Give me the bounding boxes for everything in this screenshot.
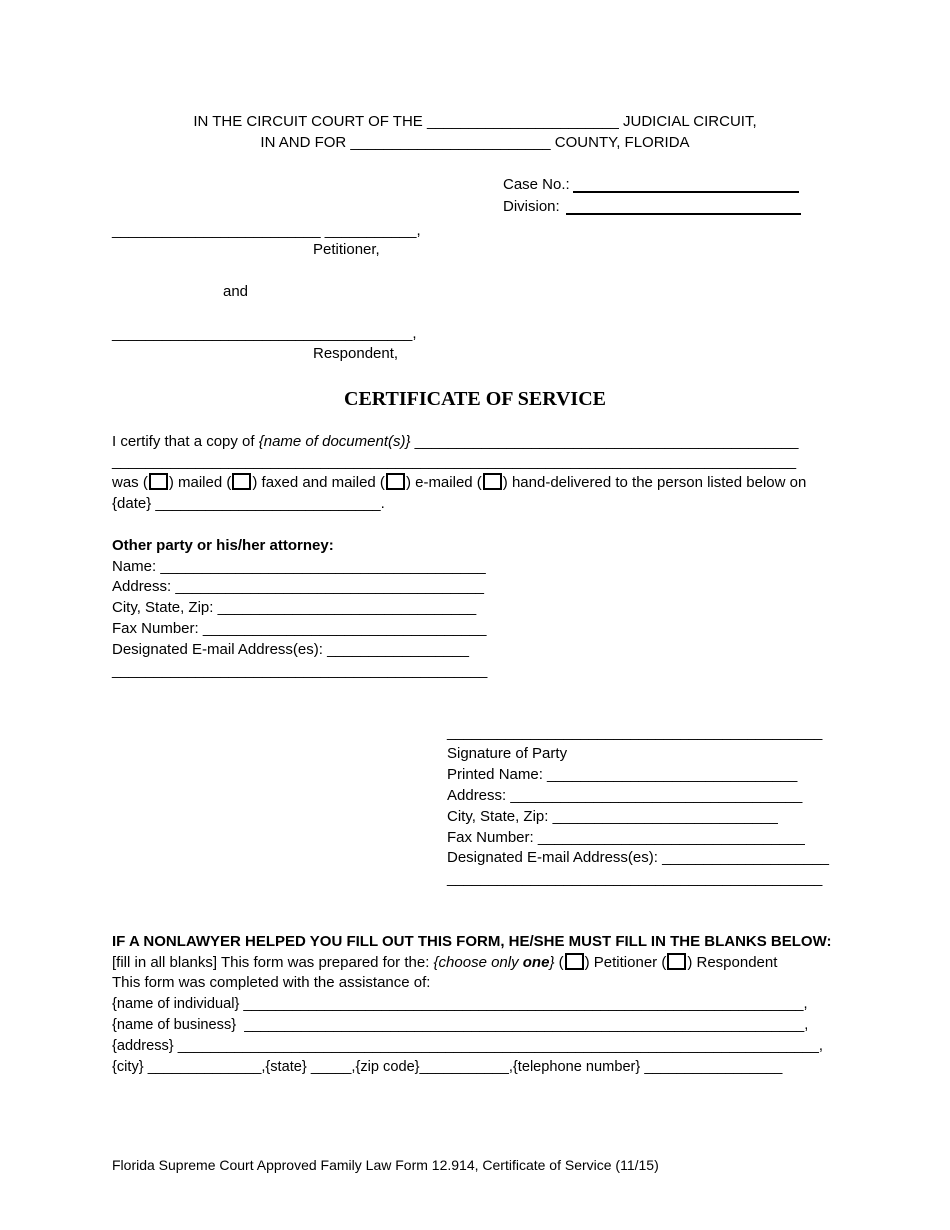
was-label: was (	[112, 474, 148, 491]
petitioner-label: Petitioner,	[313, 241, 380, 258]
certify-line	[112, 432, 798, 452]
assist-line: This form was completed with the assistance of:	[112, 974, 431, 991]
hand-delivered-checkbox[interactable]	[483, 473, 502, 490]
signer-address-field[interactable]: Address: ___________________________________	[447, 787, 803, 804]
petitioner-field[interactable]: _________________________ ___________,	[112, 222, 421, 239]
other-party-email-field[interactable]: Designated E-mail Address(es): _________________	[112, 641, 469, 658]
faxed-mailed-checkbox[interactable]	[232, 473, 251, 490]
date-field[interactable]: {date} ___________________________.	[112, 495, 385, 512]
document-name-field[interactable]: ______________________________________________	[410, 433, 799, 450]
other-party-extra-field[interactable]: _____________________________________________	[112, 662, 488, 679]
signer-email-field[interactable]: Designated E-mail Address(es): ____________________	[447, 849, 829, 866]
nonlawyer-individual-field[interactable]: {name of individual} _____________________________________________________________________,	[112, 996, 808, 1012]
nonlawyer-city-field[interactable]: {city} ______________,{state} _____,{zip code}___________,{telephone number} _________________	[112, 1059, 783, 1075]
emailed-checkbox[interactable]	[386, 473, 405, 490]
and-label: and	[223, 283, 249, 300]
mailed-label: ) mailed (	[168, 474, 232, 491]
prepared-respondent-label: ) Respondent	[687, 954, 778, 971]
prepared-petitioner-label: ) Petitioner (	[584, 954, 667, 971]
prepared-respondent-checkbox[interactable]	[667, 953, 686, 970]
court-line-2: IN AND FOR ________________________ COUNTY, FLORIDA	[260, 134, 690, 151]
document-title: CERTIFICATE OF SERVICE	[344, 388, 606, 410]
nonlawyer-heading: IF A NONLAWYER HELPED YOU FILL OUT THIS FORM, HE/SHE MUST FILL IN THE BLANKS BELOW:	[112, 933, 832, 950]
document-name-placeholder: {name of document(s)}	[258, 433, 411, 450]
other-party-fax-field[interactable]: Fax Number: __________________________________	[112, 620, 487, 637]
case-no-label: Case No.:	[503, 176, 570, 193]
division-label: Division:	[503, 198, 560, 215]
signer-extra-field[interactable]: _____________________________________________	[447, 870, 823, 887]
prepared-for-line	[112, 953, 777, 973]
open-paren: (	[554, 954, 564, 971]
signer-fax-field[interactable]: Fax Number: ________________________________	[447, 829, 805, 846]
delivery-method-line	[112, 473, 806, 493]
other-party-heading: Other party or his/her attorney:	[112, 537, 334, 554]
faxed-label: ) faxed and mailed (	[252, 474, 385, 491]
choose-one-text: one	[522, 954, 550, 971]
division-field[interactable]	[566, 213, 801, 215]
other-party-name-field[interactable]: Name: _______________________________________	[112, 558, 486, 575]
choose-end-text: }	[549, 954, 555, 971]
prepared-prefix: [fill in all blanks] This form was prepared for the:	[112, 954, 434, 971]
nonlawyer-business-field[interactable]: {name of business} _____________________________________________________________________,	[112, 1017, 809, 1033]
prepared-petitioner-checkbox[interactable]	[565, 953, 584, 970]
emailed-label: ) e-mailed (	[405, 474, 482, 491]
court-line-1: IN THE CIRCUIT COURT OF THE _______________________ JUDICIAL CIRCUIT,	[193, 113, 757, 130]
certify-prefix: I certify that a copy of	[112, 433, 259, 450]
hand-delivered-label: ) hand-delivered to the person listed below on	[502, 474, 807, 491]
signature-field[interactable]: _____________________________________________	[447, 724, 823, 741]
printed-name-field[interactable]: Printed Name: ______________________________	[447, 766, 798, 783]
other-party-address-field[interactable]: Address: _____________________________________	[112, 578, 485, 595]
form-footer: Florida Supreme Court Approved Family Law Form 12.914, Certificate of Service (11/15)	[112, 1157, 659, 1173]
nonlawyer-address-field[interactable]: {address} _______________________________________________________________________________,	[112, 1038, 823, 1054]
respondent-label: Respondent,	[313, 345, 399, 362]
signer-city-field[interactable]: City, State, Zip: ___________________________	[447, 808, 778, 825]
mailed-checkbox[interactable]	[149, 473, 168, 490]
choose-only-text: {choose only	[433, 954, 523, 971]
respondent-field[interactable]: ____________________________________,	[112, 325, 417, 342]
other-party-city-field[interactable]: City, State, Zip: _______________________________	[112, 599, 477, 616]
certify-line-2[interactable]: __________________________________________________________________________________	[112, 453, 797, 470]
signature-label: Signature of Party	[447, 745, 568, 762]
case-no-field[interactable]	[573, 191, 799, 193]
